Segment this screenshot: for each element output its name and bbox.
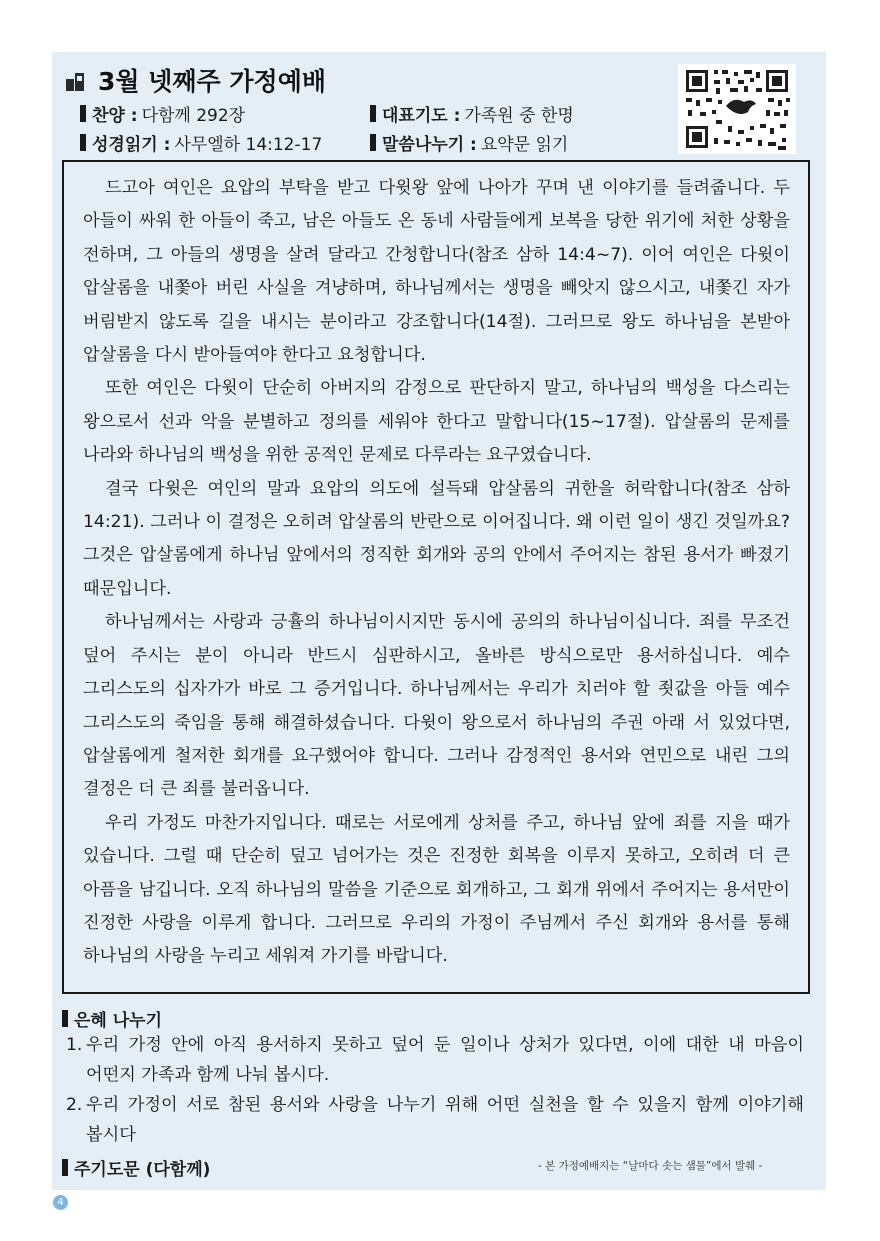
sermon-paragraph: 결국 다윗은 여인의 말과 요압의 의도에 설득돼 압살롬의 귀한을 허락합니다(참조 삼하 14:21). 그러나 이 결정은 오히려 압살롬의 반란으로 이어집니다. 왜 이런 일이 생긴 것일까요? 그것은 압살롬에게 하나님 앞에서의 정직한 회개와 공의 안에서 주어지는 참된 용서가 빠졌기 때문입니다. — [83, 478, 790, 599]
sermon-summary-box — [62, 160, 810, 994]
lords-prayer-heading-text: 주기도문 (다함께) — [74, 1160, 211, 1180]
praise-value: 다함께 292장 — [141, 106, 246, 126]
grace-sharing-heading — [62, 1006, 162, 1031]
question-item — [66, 1090, 804, 1150]
bullet-mark — [80, 134, 86, 151]
question-number: 1. — [66, 1035, 83, 1055]
bullet-mark — [370, 105, 376, 122]
source-note: - 본 가정예배지는 “날마다 솟는 샘물”에서 발췌 - — [538, 1160, 763, 1172]
sermon-paragraph: 하나님께서는 사랑과 긍휼의 하나님이시지만 동시에 공의의 하나님이십니다. 죄를 무조건 덮어 주시는 분이 아니라 반드시 심판하시고, 올바른 방식으로만 용서하십니다. 예수 그리스도의 십자가가 바로 그 증거입니다. 하나님께서는 우리가 치러야 할 죗값을 아들 예수 그리스도의 죽임을 통해 해결하셨습니다. 다윗이 왕으로서 하나님의 주권 아래 서 있었다면, 압살롬에게 철저한 회개를 요구했어야 합니다. 그러나 감정적인 용서와 연민으로 내린 그의 결정은 더 큰 죄를 불러옵니다. — [83, 612, 790, 800]
sharing-method-info — [370, 130, 568, 155]
question-item — [66, 1030, 804, 1090]
bullet-mark — [62, 1159, 68, 1176]
question-text: 우리 가정이 서로 참된 용서와 사랑을 나누기 위해 어떤 실천을 할 수 있을지 함께 이야기해 봅시다 — [86, 1095, 804, 1145]
sermon-paragraph: 우리 가정도 마찬가지입니다. 때로는 서로에게 상처를 주고, 하나님 앞에 죄를 지을 때가 있습니다. 그럴 때 단순히 덮고 넘어가는 것은 진정한 회복을 이루지 못하고, 오히려 더 큰 아픔을 남깁니다. 오직 하나님의 말씀을 기준으로 회개하고, 그 회개 위에서 주어지는 용서만이 진정한 사랑을 이루게 합니다. 그러므로 우리의 가정이 주님께서 주신 회개와 용서를 통해 하나님의 사랑을 누리고 세워져 가기를 바랍니다. — [83, 812, 790, 967]
grace-sharing-heading-text: 은혜 나누기 — [74, 1011, 163, 1031]
title-row — [66, 62, 326, 98]
prayer-label: 대표기도 : — [382, 106, 461, 126]
praise-label: 찬양 : — [92, 106, 138, 126]
sermon-paragraph: 또한 여인은 다윗이 단순히 아버지의 감정으로 판단하지 말고, 하나님의 백성을 다스리는 왕으로서 선과 악을 분별하고 정의를 세워야 한다고 말합니다(15~17절). 압살롬의 문제를 나라와 하나님의 백성을 위한 공적인 문제로 다루라는 요구였습니다. — [83, 378, 790, 466]
bullet-mark — [62, 1010, 68, 1027]
sharing-method-value: 요약문 읽기 — [480, 135, 569, 155]
sermon-paragraph: 드고아 여인은 요압의 부탁을 받고 다윗왕 앞에 나아가 꾸며 낸 이야기를 들려줍니다. 두 아들이 싸워 한 아들이 죽고, 남은 아들도 온 동네 사람들에게 보복을 당한 위기에 처한 상황을 전하며, 그 아들의 생명을 살려 달라고 간청합니다(참조 삼하 14:4~7). 이어 여인은 다윗이 압살롬을 내쫓아 버린 사실을 겨냥하며, 하나님께서는 생명을 빼앗지 않으시고, 내쫓긴 자가 버림받지 않도록 길을 내시는 분이라고 강조합니다(14절). 그러므로 왕도 하나님을 본받아 압살롬을 다시 받아들여야 한다고 요청합니다. — [83, 178, 790, 366]
scripture-label: 성경읽기 : — [92, 135, 171, 155]
sharing-method-label: 말씀나누기 : — [382, 135, 477, 155]
bookmark-icon — [66, 73, 84, 91]
scripture-value: 사무엘하 14:12-17 — [174, 135, 323, 155]
lords-prayer-heading — [62, 1155, 210, 1180]
prayer-info — [370, 101, 574, 126]
bullet-mark — [80, 105, 86, 122]
bullet-mark — [370, 134, 376, 151]
prayer-value: 가족원 중 한명 — [464, 106, 574, 126]
praise-info — [80, 101, 245, 126]
scripture-info — [80, 130, 322, 155]
page-number: 4 — [53, 1195, 68, 1210]
qr-code — [678, 64, 796, 154]
question-text: 우리 가정 안에 아직 용서하지 못하고 덮어 둔 일이나 상처가 있다면, 이에 대한 내 마음이 어떤지 가족과 함께 나눠 봅시다. — [86, 1035, 804, 1085]
page-title: 3월 넷째주 가정예배 — [98, 67, 327, 96]
question-number: 2. — [66, 1095, 83, 1115]
